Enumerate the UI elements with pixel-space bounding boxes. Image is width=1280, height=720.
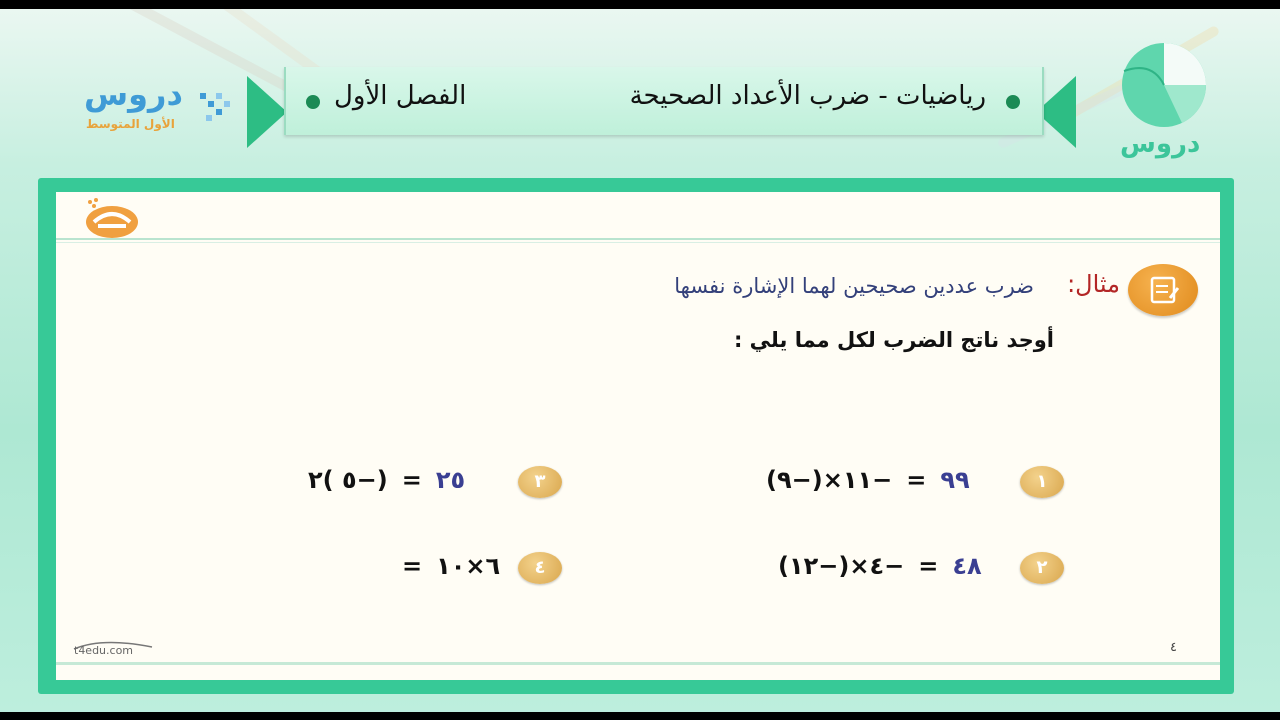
logo-left-grade: الأول المتوسط	[86, 117, 175, 131]
chapter-title: الفصل الأول	[334, 81, 467, 111]
problem-answer: ٩٩	[940, 466, 970, 494]
example-description: ضرب عددين صحيحين لهما الإشارة نفسها	[674, 274, 1034, 298]
slide-frame	[38, 178, 1234, 694]
banner-ribbon-left	[247, 76, 287, 148]
problem-4	[388, 552, 500, 580]
problem-1	[766, 466, 970, 494]
logo-right-word: دروس	[1120, 129, 1201, 159]
problem-number-badge: ١	[1020, 466, 1064, 498]
lesson-header-banner	[284, 67, 1044, 135]
credit-text: t4edu.com	[74, 644, 134, 657]
pixel-dots-icon	[198, 87, 238, 127]
problem-answer: ٤٨	[952, 552, 982, 580]
bullet-icon	[306, 95, 320, 109]
durus-logo-right	[1112, 41, 1222, 165]
t4edu-credit	[72, 636, 162, 660]
notepad-icon	[1128, 264, 1198, 316]
divider	[56, 238, 1220, 240]
t4edu-logo-icon	[82, 198, 140, 240]
page-number: ٤	[1170, 640, 1177, 655]
example-label: مثال:	[1067, 270, 1120, 298]
problem-number-badge: ٢	[1020, 552, 1064, 584]
divider	[56, 242, 1220, 243]
problem-number-badge: ٣	[518, 466, 562, 498]
instruction-text: أوجد ناتج الضرب لكل مما يلي :	[733, 328, 1054, 352]
globe-logo-icon	[1112, 41, 1222, 131]
problem-expression: −٤×(−١٢)	[778, 552, 905, 580]
durus-logo-left	[78, 75, 238, 141]
lesson-title: رياضيات - ضرب الأعداد الصحيحة	[629, 81, 986, 111]
problem-number-badge: ٤	[518, 552, 562, 584]
equals-sign: =	[918, 552, 939, 580]
slide-sheet	[56, 192, 1220, 680]
bullet-icon	[1006, 95, 1020, 109]
equals-sign: =	[402, 552, 423, 580]
logo-left-word: دروس	[84, 75, 183, 113]
equals-sign: =	[906, 466, 927, 494]
problem-expression: −١١×(−٩)	[766, 466, 893, 494]
problem-3	[308, 466, 465, 494]
video-frame	[0, 9, 1280, 712]
problem-answer: ٢٥	[435, 466, 466, 494]
equals-sign: =	[401, 466, 422, 494]
problem-expression: (−٥ )٢	[308, 466, 388, 494]
divider	[56, 662, 1220, 665]
problem-expression: ٦×١٠	[436, 552, 501, 580]
problem-2	[778, 552, 982, 580]
